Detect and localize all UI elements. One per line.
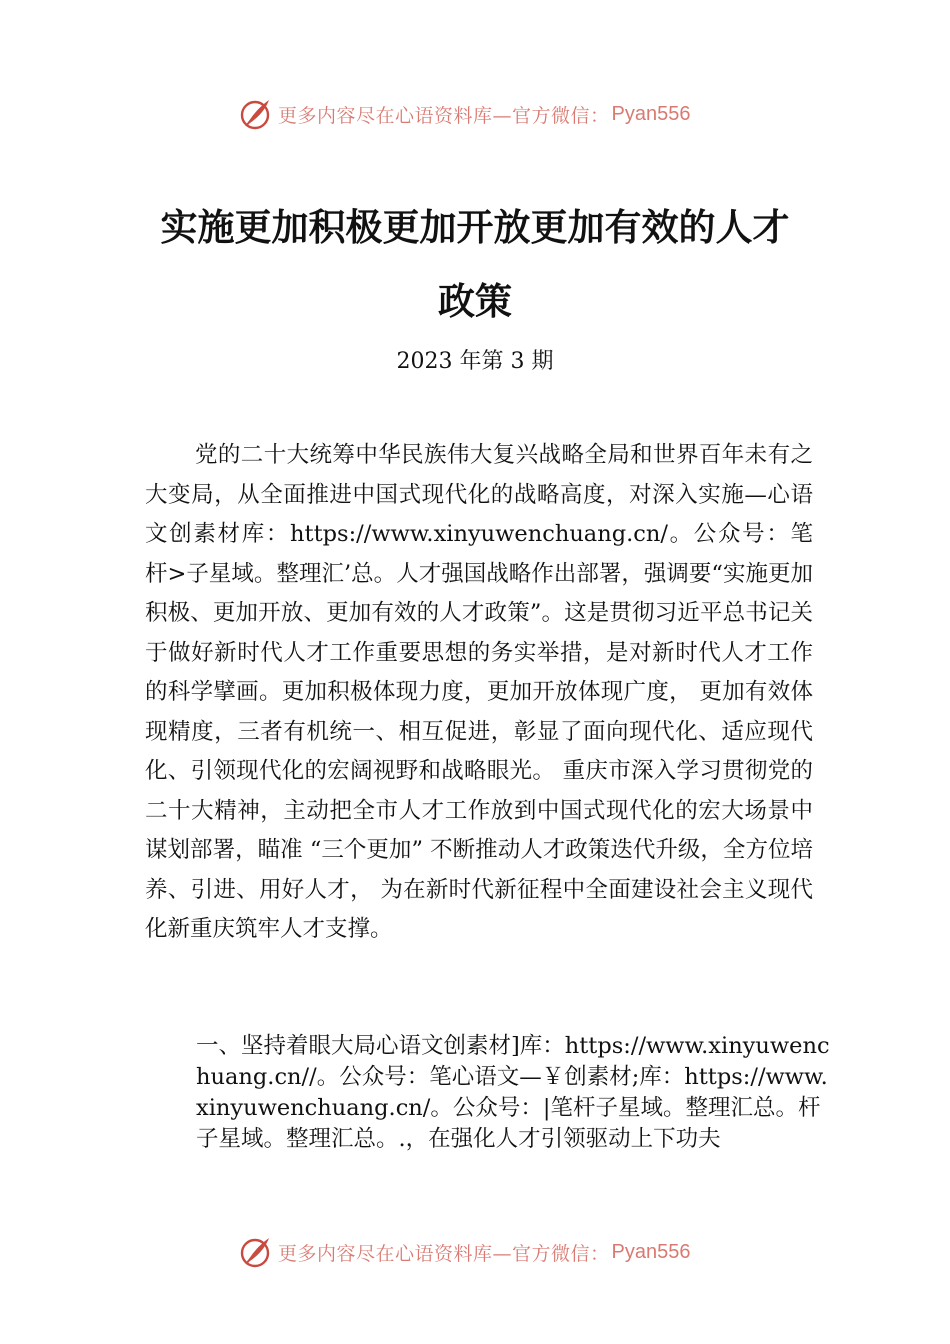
section-heading-paragraph: 一、坚持着眼大局心语文创素材]库：https://www.xinyuwenchuang.cn//。公众号：笔心语文—￥创素材;库：https://www.xinyuwenchuang.cn/。公众号：|笔杆子星域。整理汇总。杆子星域。整理汇总。.，在强化人才引领驱动上下功夫 <box>196 1033 830 1152</box>
issue-number: 2023 年第 3 期 <box>396 349 554 374</box>
wechat-id: Pyan556 <box>611 1240 691 1263</box>
watermark-text: 更多内容尽在心语资料库—官方微信： <box>278 1242 610 1265</box>
footer-watermark <box>0 1230 950 1274</box>
document-title: 实施更加积极更加开放更加有效的人才政策 <box>160 205 790 323</box>
quill-pen-icon <box>238 1234 274 1270</box>
body-paragraph: 党的二十大统筹中华民族伟大复兴战略全局和世界百年未有之大变局，从全面推进中国式现代化的战略高度，对深入实施—心语文创素材库：https://www.xinyuwenchuang.cn/。公众号：笔杆>子星域。整理汇’总。人才强国战略作出部署，强调要“实施更加积极、更加开放、更加有效的人才政策”。这是贯彻习近平总书记关于做好新时代人才工作重要思想的务实举措，是对新时代人才工作的科学擘画。更加积极体现力度，更加开放体现广度， 更加有效体现精度，三者有机统一、相互促进，彰显了面向现代化、适应现代化、引领现代化的宏阔视野和战略眼光。 重庆市深入学习贯彻党的二十大精神，主动把全市人才工作放到中国式现代化的宏大场景中谋划部署，瞄准 “三个更加” 不断推动人才政策迭代升级，全方位培养、引进、用好人才， 为在新时代新征程中全面建设社会主义现代化新重庆筑牢人才支撑。 <box>145 442 813 942</box>
header-watermark <box>0 92 950 136</box>
wechat-id: Pyan556 <box>611 102 691 125</box>
watermark-text: 更多内容尽在心语资料库—官方微信： <box>278 104 610 127</box>
quill-pen-icon <box>238 96 274 132</box>
